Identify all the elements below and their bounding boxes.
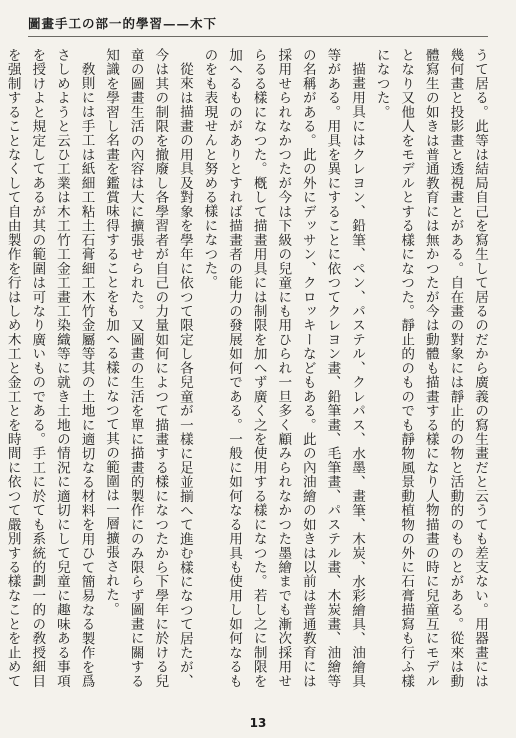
header-rule <box>28 36 488 37</box>
page-number: 13 <box>249 716 267 730</box>
paragraph: 描畫用具にはクレヨン、鉛筆、ペン、パステル、クレパス、水墨、畫筆、木炭、水彩繪具、油繪具等がある。用具を異にすることに依つてクレヨン畫、鉛筆畫、毛筆畫、パステル畫、木炭畫、油繪等の名稱がある。此の外にデッサン、クロッキーなどもある。此の內油繪の如きは以前は普通教育には採用せられなかつたが今は下級の兒童にも用ひられ一旦多く顧みられなかつた墨繪までも漸次採用せらるる樣になつた。槪して描畫用具には制限を加へず廣く之を使用する樣になつた。若し之に制限を加へるものがありとすれば描畫者の能力の發展如何である。一般に如何なる用具も使用し如何なるものをも表現せんと努める樣になつた。 <box>201 48 366 688</box>
paragraph: うて居る。此等は結局自己を寫生して居るのだから廣義の寫生畫だと云うても差支ない。用器畫には幾何畫と投影畫と透視畫とがある。自在畫の對象には靜止的の物と活動的のものとがある。從來は動體寫生の如きは普通教育には無かつたが今は動體も描畫する樣になり人物描畫の時に兒童互にモデルとなり又他人をモデルとする樣になつた。靜止的のものでも靜物風景動植物の外に石膏描寫も行ふ樣になつた。 <box>373 48 488 688</box>
paragraph: 從來は描畫の用具及對象を學年に依つて限定し各兒童が一樣に足並揃へて進む樣になつて居たが、今は其の制限を撤廢し各學習者が自己の力量如何によつて描畫する樣になつたから下學年に於ける兒童の圖畫生活の內容は大に擴張せられた。又圖畫の生活を單に描畫的製作にのみ限らず圖畫に關する知識を學習し名畫を鑑賞味得することをも加へる樣になつて其の範圍は一層擴張された。 <box>103 48 193 688</box>
paragraph: 敎則には手工は紙細工粘土石膏細工木竹金屬等其の土地に適切なる材料を用ひて簡易なる製作を爲さしめようと云ひ工業は木工竹工金工畫工染織等に就き土地の情況に適切にして兒童に趣味ある事項を授けよと規定してあるが其の範圍は可なり廣いものである。手工に於ても系統的劃一的の敎授細目を强制することなくして自由製作を行はしめ木工と金工とを時間に依つて嚴別する樣なことを止めて <box>4 48 95 688</box>
body-text <box>4 48 492 688</box>
running-header: 圖畫手工の部一的學習——木下 <box>28 16 218 31</box>
